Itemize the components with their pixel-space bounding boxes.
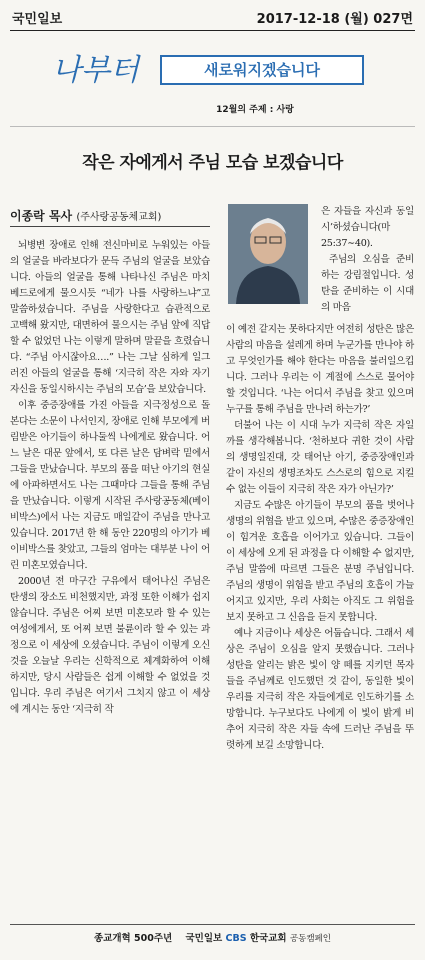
page-header [12, 8, 413, 26]
author-affiliation: (주사랑공동체교회) [76, 212, 162, 223]
issue-date: 2017-12-18 (월) 027면 [256, 12, 413, 27]
footer-cbs-logo: CBS [225, 933, 247, 944]
footer-publication: 국민일보 [185, 933, 223, 944]
paragraph: 2000년 전 마구간 구유에서 태어나신 주님은 탄생의 장소도 비천했지만, 과정 또한 이해가 쉽지 않습니다. 주님은 어찌 보면 미혼모라 할 수 있는 여성에게서, 또 어찌 보면 불륜이라 할 수 있는 과정으로 이 세상에 오셨습니다. 주님이 이렇게 오신 것을 오늘날 우리는 신학적으로 체계화하여 이해하지만, 당시 사람들은 쉽게 이해할 수 없었을 것입니다. 우리 주님은 여기서 그치지 않고 이 세상에 계시는 동안 ‘지극히 작 [10, 576, 210, 715]
byline [10, 207, 210, 224]
author-photo [228, 204, 308, 304]
paragraph: 더불어 나는 이 시대 누가 지극히 작은 자일까를 생각해봅니다. ‘천하보다 귀한 것이 사람의 생명일진대, 갓 태어난 아기, 중증장애인과 같이 자신의 생명조차도 스스로의 힘으로 지킬 수 없는 이들이 지극히 작은 자가 아닌가?’ [226, 420, 414, 495]
paragraph: 주님의 오심을 준비하는 강림절입니다. 성탄을 준비하는 이 시대의 마음 [321, 254, 414, 313]
footer-rule [10, 924, 415, 925]
photo-side-text [321, 204, 414, 316]
section-rule [10, 126, 415, 127]
byline-rule [10, 226, 210, 227]
footer-church: 한국교회 [249, 933, 287, 944]
footer-anniversary: 종교개혁 500주년 [94, 933, 173, 944]
article-column-right-main [226, 322, 414, 754]
paragraph: 은 자들을 자신과 동일시’하셨습니다(마 25:37∼40). [321, 206, 414, 249]
paragraph: 지금도 수많은 아기들이 부모의 품을 벗어나 생명의 위협을 받고 있으며, 수많은 중증장애인이 힘겨운 호흡을 이어가고 있습니다. 그들이 이 세상에 오게 된 과정을 다 이해할 수 없지만, 주님 말씀에 따르면 그들은 분명 주님입니다. 주님의 생명이 위험을 받고 주님의 호흡이 가늘어지고 있지만, 우리 사회는 아직도 그 위험을 보지 못하고 그 신음을 듣지 못합니다. [226, 500, 414, 623]
footer-campaign: 공동캠페인 [289, 934, 331, 944]
paragraph: 이후 중증장애를 가진 아들을 지극정성으로 돌본다는 소문이 나서인지, 장애로 인해 부모에게 버림받은 아기들이 하나둘씩 나에게로 왔습니다. 어느 날은 대문 앞에서, 또 다른 날은 담벼락 밑에서 그들을 만났습니다. 부모의 품을 떠난 아기의 현실에 아파하면서도 나는 그때마다 그들을 통해 주님을 만났습니다. 이렇게 시작된 주사랑공동체(베이비박스)에서 나는 지금도 매일같이 주님을 만나고 있습니다. 2017년 한 해 동안 220명의 아기가 베이비박스를 찾았고, 그들의 엄마는 대부분 나이 어린 미혼모였습니다. [10, 400, 210, 571]
campaign-footer [0, 930, 425, 944]
author-name: 이종락 목사 [10, 209, 73, 223]
paragraph: 뇌병변 장애로 인해 전신마비로 누워있는 아들의 얼굴을 바라보다가 문득 주님의 얼굴을 보았습니다. 아들의 얼굴을 통해 나타나신 주님은 마치 베드로에게 물으시듯 “네가 나를 사랑하느냐”고 말씀하셨습니다. 주님을 사랑한다고 습관적으로 고백해 왔지만, 대면하여 물으시는 주님 앞에 직답할 수 없었던 나는 이렇게 말하며 말끝을 흐렸습니다. “주님 아시잖아요….” 나는 그날 심하게 일그러진 아들의 얼굴을 통해 ‘지극히 작은 자와 자기 자신을 동일시하시는 주님의 모습’을 보았습니다. [10, 240, 210, 395]
paragraph: 예나 지금이나 세상은 어둡습니다. 그래서 세상은 주님이 오심을 알지 못했습니다. 그러나 성탄을 알리는 밝은 빛이 양 떼를 지키던 목자들을 주님께로 인도했던 것 같이, 동일한 빛이 우리를 지극히 작은 자들에게로 인도하기를 소망합니다. 누구보다도 나에게 이 빛이 밝게 비추어 지극히 작은 자들 속에 드러난 주님을 뚜렷하게 보길 소망합니다. [226, 628, 414, 751]
article-column-left [10, 238, 210, 718]
publication-name: 국민일보 [12, 12, 63, 27]
campaign-title: 새로워지겠습니다 [160, 55, 364, 85]
monthly-theme: 12월의 주제 : 사랑 [216, 105, 294, 115]
paragraph: 이 예전 같지는 못하다지만 여전히 성탄은 많은 사람의 마음을 설레게 하며 누군가를 만나야 하고 무엇인가를 해야 한다는 마음을 불러일으킵니다. 그러나 우리는 이 계절에 스스로 물어야 할 것입니다. ‘나는 어디서 주님을 찾고 있으며 누구를 통해 주님을 만나려 하는가?’ [226, 324, 414, 415]
logo-text: 나부터 [52, 53, 139, 88]
campaign-logo [48, 40, 158, 95]
header-rule [10, 30, 415, 31]
article-headline: 작은 자에게서 주님 모습 보겠습니다 [82, 153, 343, 173]
